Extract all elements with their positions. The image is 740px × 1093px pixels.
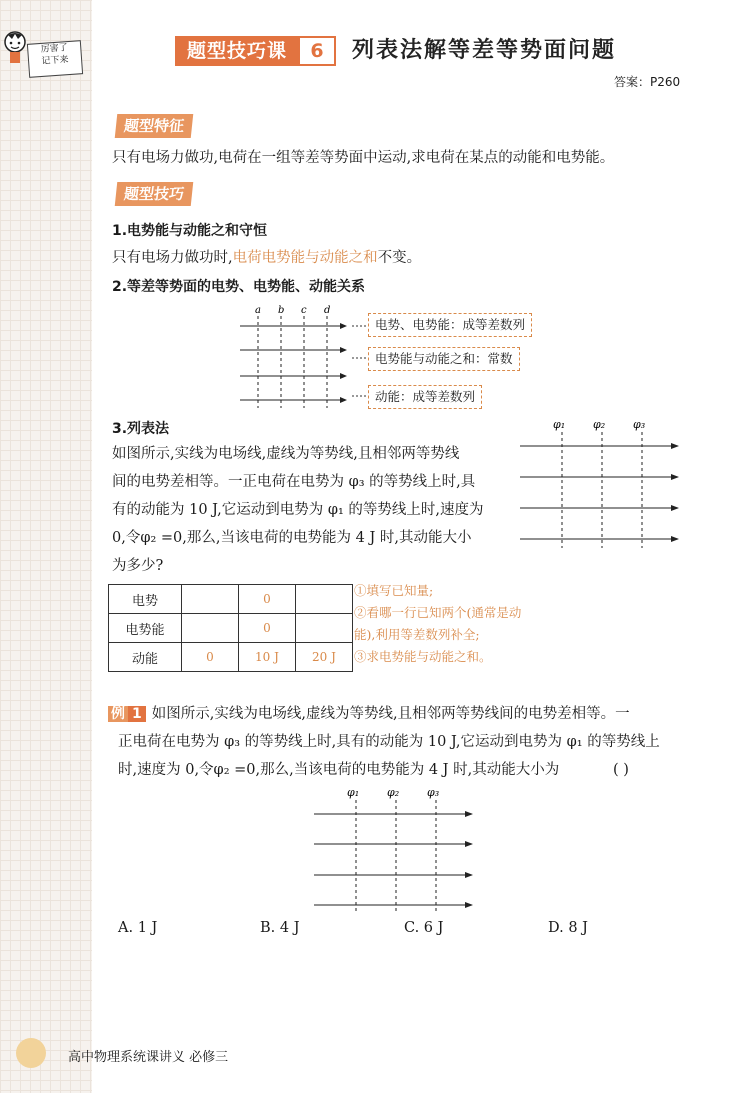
label-a: a — [255, 305, 261, 316]
table-cell: 0 — [182, 643, 239, 672]
relation-box-1: 电势、电势能：成等差数列 — [368, 313, 532, 337]
skill-heading-2: 2.等差等势面的电势、电势能、动能关系 — [112, 279, 366, 295]
p3-line-4: 0,令φ₂ =0,那么,当该电荷的电势能为 4 J 时,其动能大小 — [112, 530, 472, 546]
note-line-1: 厉害了 — [40, 43, 69, 55]
hint-3: 能),利用等差数列补全; — [354, 627, 480, 642]
p3-line-2: 间的电势差相等。一正电荷在电势为 φ₃ 的等势线上时,具 — [112, 474, 476, 490]
table-cell — [182, 614, 239, 643]
option-b[interactable]: B. 4 J — [260, 920, 300, 936]
field-diagram-right — [518, 414, 684, 550]
row-label: 动能 — [109, 643, 182, 672]
hint-4: ③求电势能与动能之和。 — [354, 649, 492, 664]
skill-paragraph-3 — [112, 440, 522, 580]
example-number: 1 — [128, 706, 146, 722]
table-cell — [296, 585, 353, 614]
example-1 — [108, 700, 698, 784]
table-row — [109, 643, 353, 672]
table-cell — [296, 614, 353, 643]
example-tag: 例 — [108, 706, 128, 722]
features-tag: 题型特征 — [115, 114, 194, 138]
phi-3-label: φ₃ — [633, 418, 646, 431]
answer-ref: 答案：P260 — [614, 75, 681, 89]
example-line-1 — [108, 700, 698, 728]
lesson-type-tag: 题型技巧课 — [175, 36, 299, 66]
ex-phi-1-label: φ₁ — [347, 786, 360, 799]
phi-1-label: φ₁ — [553, 418, 566, 431]
row-label: 电势能 — [109, 614, 182, 643]
ex-phi-2-label: φ₂ — [387, 786, 400, 799]
field-diagram-example — [312, 784, 478, 914]
hint-2: ②看哪一行已知两个(通常是动 — [354, 605, 522, 620]
p1-post: 不变。 — [377, 250, 422, 266]
example-text-3: 时,速度为 0,令φ₂ =0,那么,当该电荷的电势能为 4 J 时,其动能大小为 — [118, 762, 560, 778]
lesson-number: 6 — [298, 36, 336, 66]
p3-line-1: 如图所示,实线为电场线,虚线为等势线,且相邻两等势线 — [112, 446, 460, 462]
table-cell: 0 — [239, 614, 296, 643]
skills-tag: 题型技巧 — [115, 182, 194, 206]
option-d[interactable]: D. 8 J — [548, 920, 588, 936]
features-text: 只有电场力做功,电荷在一组等差等势面中运动,求电荷在某点的动能和电势能。 — [112, 150, 615, 166]
field-diagram-small — [236, 302, 356, 410]
table-cell: 10 J — [239, 643, 296, 672]
page-title: 列表法解等差等势面问题 — [352, 38, 617, 63]
known-values-table — [108, 584, 353, 672]
note-line-2: 记下来 — [41, 55, 69, 67]
p3-line-3: 有的动能为 10 J,它运动到电势为 φ₁ 的等势线上时,速度为 — [112, 502, 484, 518]
skill-paragraph-1 — [112, 244, 421, 272]
example-line-3 — [108, 756, 698, 784]
table-cell: 20 J — [296, 643, 353, 672]
page-number-badge — [16, 1038, 46, 1068]
note-badge — [27, 40, 83, 78]
relation-box-3: 动能：成等差数列 — [368, 385, 482, 409]
method-hints — [354, 580, 584, 668]
label-b: b — [278, 305, 285, 316]
p3-line-5: 为多少? — [112, 558, 164, 574]
relation-box-2: 电势能与动能之和：常数 — [368, 347, 520, 371]
footer-text: 高中物理系统课讲义 必修三 — [68, 1050, 229, 1065]
table-row — [109, 614, 353, 643]
example-line-2: 正电荷在电势为 φ₃ 的等势线上时,具有的动能为 10 J,它运动到电势为 φ₁ 的等势线上 — [118, 734, 660, 750]
example-text-1: 如图所示,实线为电场线,虚线为等势线,且相邻两等势线间的电势差相等。一 — [151, 706, 630, 722]
p1-highlight: 电荷电势能与动能之和 — [232, 250, 378, 266]
skill-heading-1: 1.电势能与动能之和守恒 — [112, 223, 268, 239]
row-label: 电势 — [109, 585, 182, 614]
table-cell: 0 — [239, 585, 296, 614]
table-row — [109, 585, 353, 614]
label-d: d — [324, 305, 331, 316]
grid-sidebar — [0, 0, 92, 1093]
mascot-icon — [2, 30, 28, 64]
label-c: c — [301, 305, 307, 316]
phi-2-label: φ₂ — [593, 418, 606, 431]
answer-blank: ( ) — [613, 762, 629, 778]
option-a[interactable]: A. 1 J — [118, 920, 158, 936]
option-c[interactable]: C. 6 J — [404, 920, 444, 936]
hint-1: ①填写已知量; — [354, 583, 434, 598]
table-cell — [182, 585, 239, 614]
skill-heading-3: 3.列表法 — [112, 421, 170, 437]
ex-phi-3-label: φ₃ — [427, 786, 440, 799]
p1-pre: 只有电场力做功时, — [112, 250, 233, 266]
